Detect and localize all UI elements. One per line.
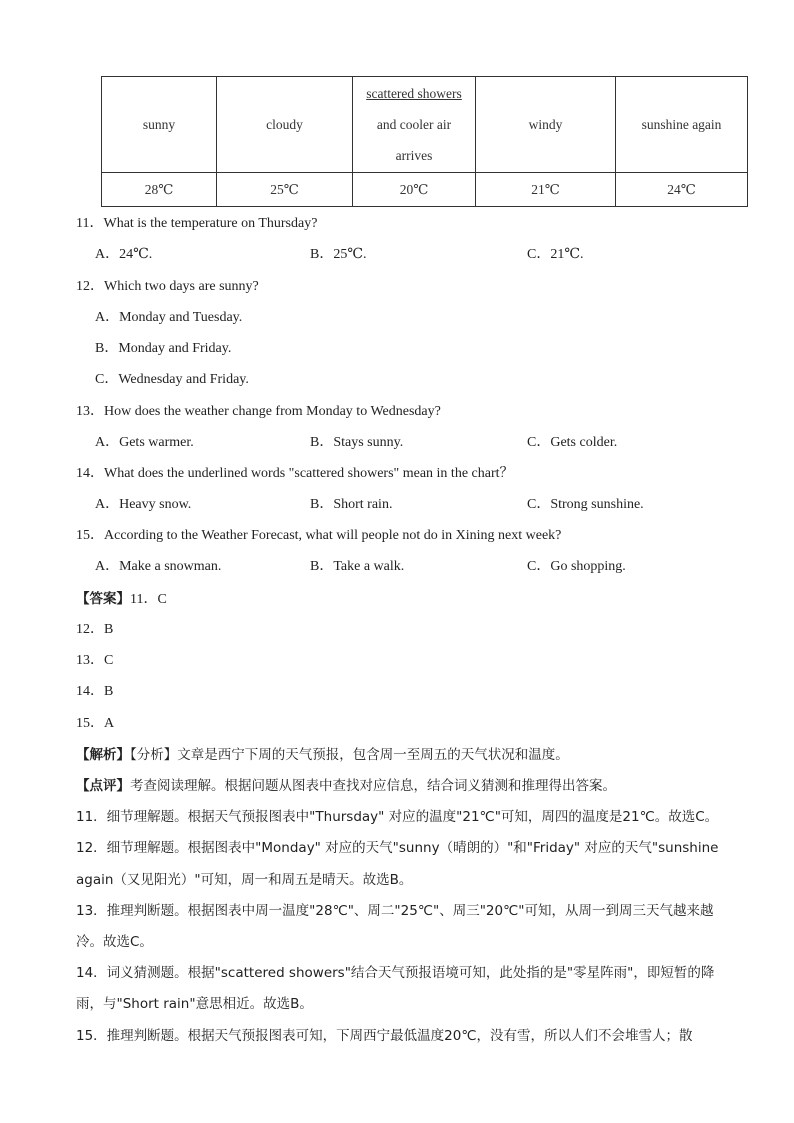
answer-item: 12．B (76, 622, 114, 637)
analysis-detail-line: 13．推理判断题。根据图表中周一温度"28℃"、周二"25℃"、周三"20℃"可知，从周一到周三天气越来越 (76, 903, 714, 919)
analysis-comment (76, 776, 616, 796)
question-14-options (95, 495, 745, 515)
temperature-cell: 24℃ (616, 173, 748, 207)
answer-label: 【答案】 (76, 591, 130, 607)
weather-cell-text: arrives (395, 148, 433, 163)
temperature-cell: 25℃ (217, 173, 353, 207)
weather-cell-monday: sunny (102, 77, 217, 173)
option-b: B．25℃. (310, 247, 367, 262)
weather-cell-text: and cooler air (376, 117, 452, 132)
option-c: C．Gets colder. (527, 435, 618, 450)
analysis-detail-line: 雨，与"Short rain"意思相近。故选B。 (76, 996, 313, 1012)
question-15-stem: 15．According to the Weather Forecast, what will people not do in Xining next week? (76, 528, 562, 543)
question-13-stem: 13．How does the weather change from Monday to Wednesday? (76, 404, 441, 419)
weather-cell-thursday: windy (476, 77, 616, 173)
weather-cell-wednesday (353, 77, 476, 173)
analysis-label: 【解析】 (76, 747, 130, 763)
question-13-options (95, 433, 745, 453)
question-11-stem: 11．What is the temperature on Thursday? (76, 216, 318, 231)
weather-cell-friday: sunshine again (616, 77, 748, 173)
weather-table (101, 76, 748, 207)
question-14-stem: 14．What does the underlined words "scattered showers" mean in the chart？ (76, 466, 514, 481)
answer-item: 15．A (76, 716, 115, 731)
answer-block (76, 589, 167, 610)
question-15-options (95, 557, 745, 577)
answer-item: 14．B (76, 684, 114, 699)
temperature-cell: 21℃ (476, 173, 616, 207)
analysis-detail-line: 12．细节理解题。根据图表中"Monday" 对应的天气"sunny（晴朗的）"和"Friday" 对应的天气"sunshine (76, 840, 719, 856)
analysis-detail-line: 11．细节理解题。根据天气预报图表中"Thursday" 对应的温度"21℃"可知，周四的温度是21℃。故选C。 (76, 809, 719, 825)
option-a: A．Make a snowman. (95, 559, 222, 574)
analysis-detail-line: 14．词义猜测题。根据"scattered showers"结合天气预报语境可知，此处指的是"零星阵雨"，即短暂的降 (76, 965, 715, 981)
option-b: B．Take a walk. (310, 559, 405, 574)
question-11-options (95, 245, 745, 265)
option-c: C．Strong sunshine. (527, 497, 644, 512)
analysis-summary-text: 文章是西宁下周的天气预报，包含周一至周五的天气状况和温度。 (177, 747, 569, 763)
option-b: B．Short rain. (310, 497, 393, 512)
option-a: A．24℃. (95, 247, 153, 262)
analysis-detail-line: 冷。故选C。 (76, 934, 153, 950)
temperature-cell: 20℃ (353, 173, 476, 207)
option-b: B．Monday and Friday. (95, 341, 232, 356)
underlined-phrase: scattered showers (366, 86, 462, 101)
temperature-cell: 28℃ (102, 173, 217, 207)
comment-text: 考查阅读理解。根据问题从图表中查找对应信息，结合词义猜测和推理得出答案。 (130, 778, 616, 794)
answer-item: 13．C (76, 653, 114, 668)
option-a: A．Monday and Tuesday. (95, 310, 243, 325)
option-b: B．Stays sunny. (310, 435, 404, 450)
analysis-summary (76, 745, 569, 765)
option-c: C．21℃. (527, 247, 584, 262)
analysis-sub-label: 【分析】 (130, 747, 178, 763)
comment-label: 【点评】 (76, 778, 130, 794)
analysis-detail-line: again（又见阳光）"可知，周一和周五是晴天。故选B。 (76, 872, 413, 888)
weather-cell-tuesday: cloudy (217, 77, 353, 173)
option-a: A．Heavy snow. (95, 497, 192, 512)
option-a: A．Gets warmer. (95, 435, 194, 450)
option-c: C．Go shopping. (527, 559, 626, 574)
weather-description-row (102, 77, 748, 173)
temperature-row (102, 173, 748, 207)
question-12-stem: 12．Which two days are sunny? (76, 279, 259, 294)
analysis-detail-line: 15．推理判断题。根据天气预报图表可知，下周西宁最低温度20℃，没有雪，所以人们不会堆雪人；散 (76, 1028, 693, 1044)
option-c: C．Wednesday and Friday. (95, 372, 249, 387)
answer-item: 11．C (130, 592, 167, 607)
